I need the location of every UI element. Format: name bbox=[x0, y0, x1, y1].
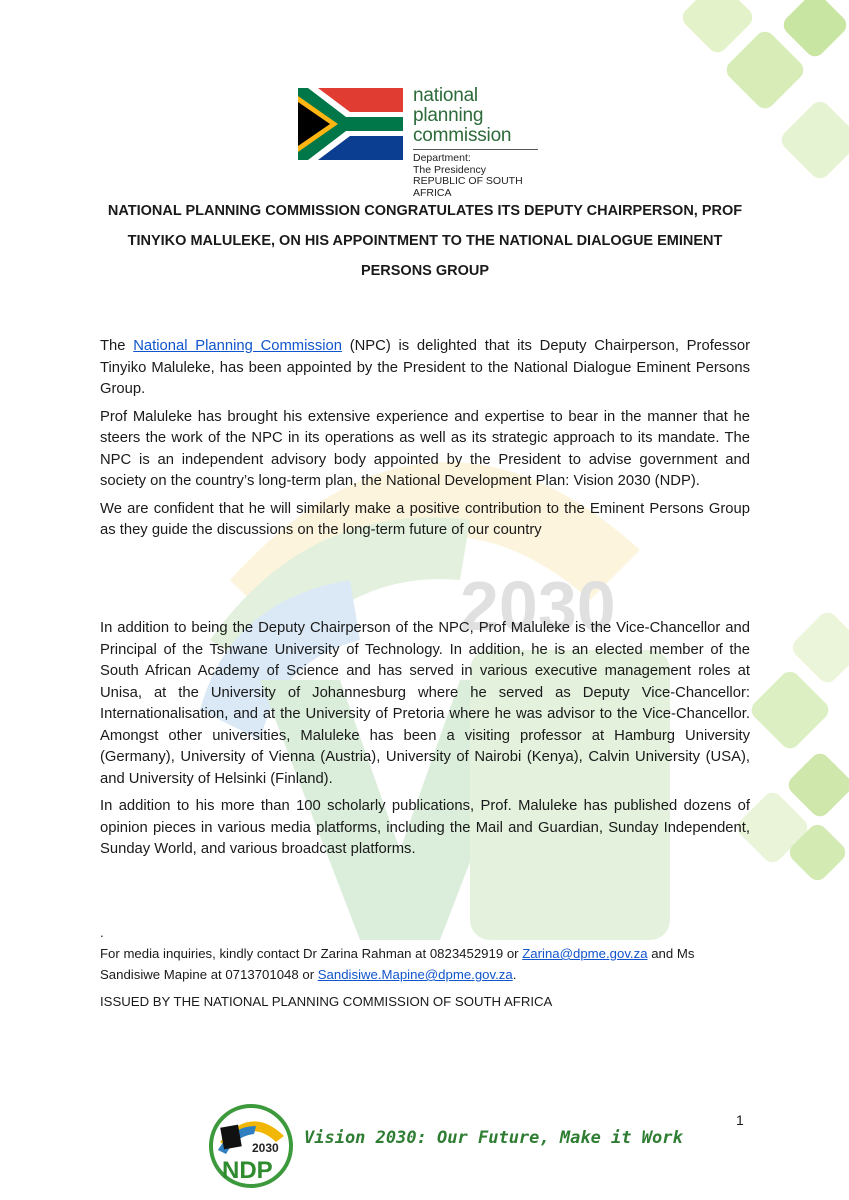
separator-dot: . bbox=[100, 925, 104, 940]
decorative-square bbox=[748, 668, 833, 753]
contact-text: and Ms bbox=[647, 946, 695, 961]
contact-section bbox=[100, 922, 760, 1012]
ndp-footer-logo bbox=[208, 1102, 294, 1190]
issued-by: ISSUED BY THE NATIONAL PLANNING COMMISSION OF SOUTH AFRICA bbox=[100, 994, 553, 1009]
logo-dept-line1: Department: bbox=[413, 152, 471, 164]
decorative-square bbox=[780, 0, 849, 60]
paragraph-text: The bbox=[100, 338, 134, 354]
watermark-year: 2030 bbox=[460, 567, 616, 645]
body-section-2 bbox=[100, 618, 750, 867]
title-line: TINYIKO MALULEKE, ON HIS APPOINTMENT TO THE NATIONAL DIALOGUE EMINENT bbox=[127, 233, 723, 249]
paragraph-4: In addition to being the Deputy Chairperson of the NPC, Prof Maluleke is the Vice-Chancellor and Principal of the Tshwane University of Technology. In addition, he is an elected member of the South African Academy of Science and has served in various executive management roles at Unisa, at the University of Johannesburg where he served as Deputy Vice-Chancellor: Internationalisation, and at the University of Pretoria where he was advisor to the Vice-Chancellor. Amongst other universities, Maluleke has been a visiting professor at Hamburg University (Germany), University of Vienna (Austria), University of Nairobi (Kenya), Calvin University (USA), and University of Helsinki (Finland). bbox=[100, 620, 750, 787]
title-line: PERSONS GROUP bbox=[360, 263, 490, 279]
paragraph-3: We are confident that he will similarly make a positive contribution to the Eminent Persons Group as they guide the discussions on the long-term future of our country bbox=[100, 500, 750, 538]
contact-text: . bbox=[512, 967, 517, 982]
body-section-1 bbox=[100, 336, 750, 548]
contact-line-1 bbox=[100, 943, 760, 964]
contact-text: Sandisiwe Mapine at 0713701048 or bbox=[100, 967, 318, 982]
contact-text: For media inquiries, kindly contact Dr Zarina Rahman at 0823452919 or bbox=[100, 946, 523, 961]
logo-divider bbox=[413, 149, 538, 150]
footer-slogan: Vision 2030: Our Future, Make it Work bbox=[304, 1128, 683, 1148]
contact-line-2 bbox=[100, 964, 760, 985]
logo-name-line2: commission bbox=[413, 125, 512, 146]
paragraph-1 bbox=[100, 336, 750, 401]
paragraph-text: (NPC) is delighted that its Deputy Chairperson, Professor Tinyiko Maluleke, has been appointed by the President to the National Dialogue Eminent Persons Group. bbox=[100, 338, 751, 397]
title-line: NATIONAL PLANNING COMMISSION CONGRATULATES ITS DEPUTY CHAIRPERSON, PROF bbox=[107, 203, 743, 219]
footer-logo-year: 2030 bbox=[252, 1141, 279, 1155]
logo-dept-line2: The Presidency bbox=[413, 163, 486, 176]
email-link-sandisiwe[interactable]: Sandisiwe.Mapine@dpme.gov.za bbox=[317, 967, 513, 982]
paragraph-2: Prof Maluleke has brought his extensive experience and expertise to bear in the manner that he steers the work of the NPC in its operations as well as its strategic approach to its mandate. The NPC is an independent advisory body appointed by the President to advise government and society on the country’s long-term plan, the National Development Plan: Vision 2030 (NDP). bbox=[100, 408, 750, 489]
logo-text bbox=[413, 86, 548, 199]
paragraph-5: In addition to his more than 100 scholarly publications, Prof. Maluleke has published dozens of opinion pieces in various media platforms, including the Mail and Guardian, Sunday Independent, Sunday World, and various broadcast platforms. bbox=[100, 798, 750, 857]
logo-dept-line3: REPUBLIC OF SOUTH AFRICA bbox=[413, 175, 523, 199]
page-number: 1 bbox=[736, 1112, 744, 1128]
decorative-square bbox=[778, 98, 849, 183]
footer-logo-text: NDP bbox=[222, 1157, 273, 1184]
email-link-zarina[interactable]: Zarina@dpme.gov.za bbox=[522, 946, 648, 961]
press-release-title bbox=[100, 196, 750, 286]
logo-name-line1: national planning bbox=[413, 85, 484, 126]
npc-link[interactable]: National Planning Commission bbox=[133, 338, 342, 354]
npc-logo bbox=[298, 85, 548, 199]
south-africa-flag-icon bbox=[298, 88, 403, 160]
